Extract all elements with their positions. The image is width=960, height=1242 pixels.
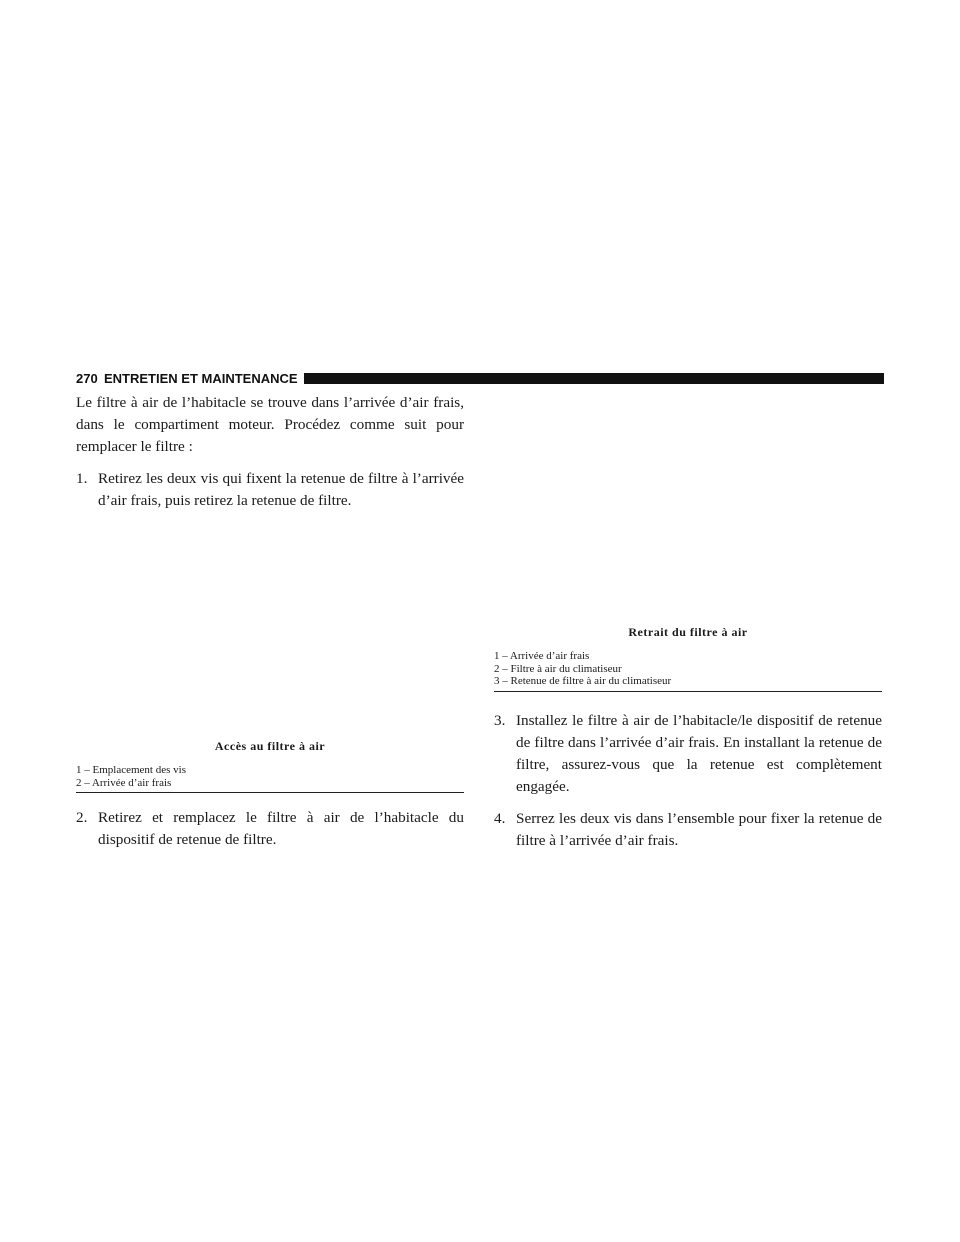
figure-1-legend bbox=[76, 764, 464, 789]
step-number: 4. bbox=[494, 809, 506, 827]
page-header bbox=[76, 370, 884, 388]
legend-item: 3 – Retenue de filtre à air du climatiseur bbox=[494, 675, 672, 687]
step-text: Serrez les deux vis dans l’ensemble pour fixer la retenue de filtre à l’arrivée d’air frais. bbox=[516, 809, 882, 849]
step-1 bbox=[76, 468, 464, 512]
legend-item: 2 – Filtre à air du climatiseur bbox=[494, 662, 622, 675]
step-number: 2. bbox=[76, 809, 88, 826]
section-title: ENTRETIEN ET MAINTENANCE bbox=[104, 371, 298, 386]
legend-item: 1 – Arrivée d’air frais bbox=[494, 650, 590, 662]
intro-paragraph: Le filtre à air de l’habitacle se trouve dans l’arrivée d’air frais, dans le compartiment moteur. Procédez comme suit pour remplacer le filtre : bbox=[76, 394, 464, 455]
step-number: 3. bbox=[494, 711, 506, 729]
header-rule-bar bbox=[304, 373, 884, 384]
legend-item: 2 – Arrivée d’air frais bbox=[76, 776, 172, 789]
figure-2-caption: Retrait du filtre à air bbox=[628, 625, 748, 639]
figure-1-area bbox=[76, 512, 464, 738]
step-text: Installez le filtre à air de l’habitacle/le dispositif de retenue de filtre dans l’arrivée d’air frais. En installant la retenue de filtre, assurez-vous que la retenue est complètement engagée. bbox=[516, 711, 882, 795]
step-number: 1. bbox=[76, 470, 88, 487]
figure-2-area bbox=[494, 392, 882, 624]
figure-2-legend bbox=[494, 650, 882, 688]
left-column bbox=[76, 392, 464, 851]
step-4 bbox=[494, 808, 882, 852]
step-text: Retirez et remplacez le filtre à air de l’habitacle du dispositif de retenue de filtre. bbox=[98, 809, 464, 848]
page-number: 270 bbox=[76, 371, 98, 386]
step-text: Retirez les deux vis qui fixent la retenue de filtre à l’arrivée d’air frais, puis retirez la retenue de filtre. bbox=[98, 470, 464, 509]
legend-item: 1 – Emplacement des vis bbox=[76, 764, 186, 776]
figure-1-caption: Accès au filtre à air bbox=[214, 739, 326, 753]
step-3 bbox=[494, 710, 882, 798]
step-2 bbox=[76, 807, 464, 851]
right-column bbox=[494, 392, 882, 852]
